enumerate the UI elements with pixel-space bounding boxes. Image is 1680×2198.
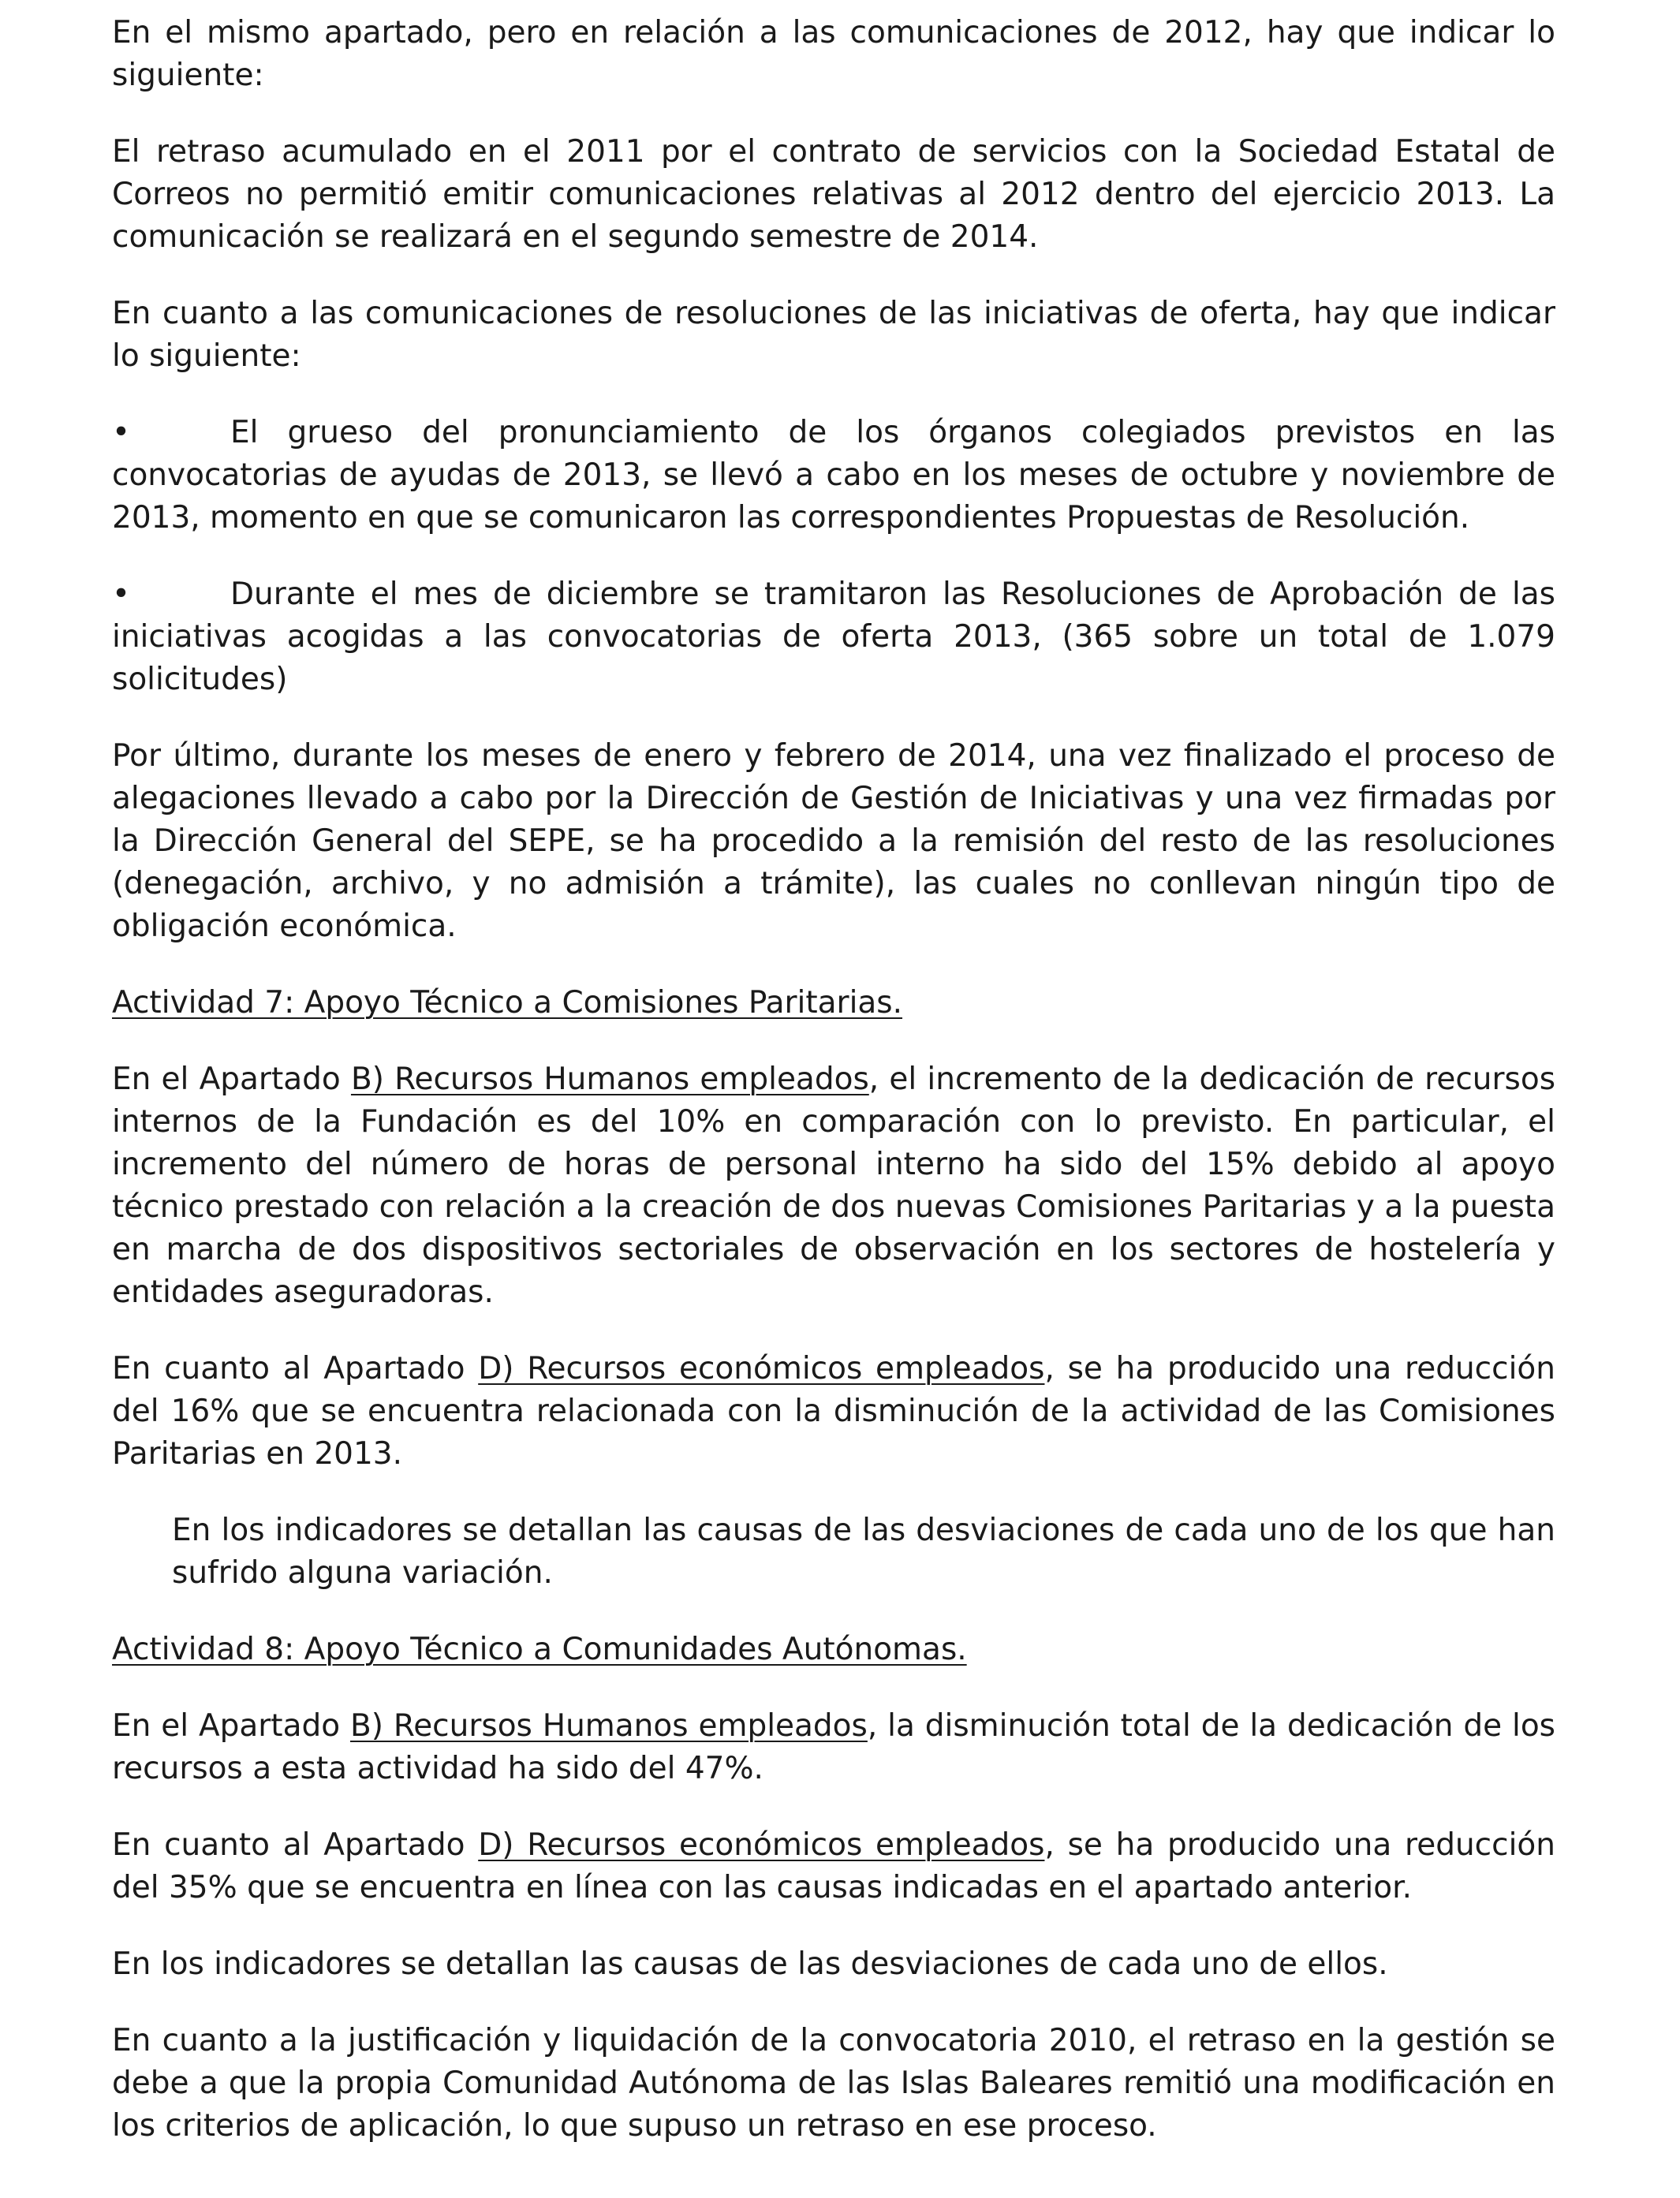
paragraph-convocatoria-2010: En cuanto a la justificación y liquidación de la convocatoria 2010, el retraso en la gestión se debe a que la propia Comunidad Autónoma de las Islas Baleares remitió una modificación en los criterios de aplicación, lo que supuso un retraso en ese proceso. [112,2023,1555,2144]
heading-actividad-7 [112,982,1555,1024]
bullet-text: Durante el mes de diciembre se tramitaron las Resoluciones de Aprobación de las iniciativas acogidas a las convocatorias de oferta 2013, (365 sobre un total de 1.079 solicitudes) [112,577,1555,697]
paragraph-communications-2012: En el mismo apartado, pero en relación a las comunicaciones de 2012, hay que indicar lo siguiente: [112,15,1555,93]
text-run: , el incremento de la dedicación de recursos internos de la Fundación es del 10% en comparación con lo previsto. En particular, el incremento del número de horas de personal interno ha sido del 15% debido al apoyo técnico prestado con relación a la creación de dos nuevas Comisiones Paritarias y a la puesta en marcha de dos dispositivos sectoriales de observación en los sectores de hostelería y entidades aseguradoras. [112,1062,1556,1310]
bullet-item-diciembre [112,573,1555,701]
bullet-item-organos [112,412,1555,539]
heading-text: Actividad 8: Apoyo Técnico a Comunidades Autónomas. [112,1632,967,1667]
text-run: , la disminución total de la dedicación de los recursos a esta actividad ha sido del 47%. [112,1708,1555,1786]
document-page [112,0,1555,2148]
paragraph-act8-rrhh [112,1705,1555,1790]
paragraph-delay-correos: El retraso acumulado en el 2011 por el contrato de servicios con la Sociedad Estatal de Correos no permitió emitir comunicaciones relativas al 2012 dentro del ejercicio 2013. La comunicación se realizará en el segundo semestre de 2014. [112,134,1555,255]
paragraph-act8-economicos [112,1824,1555,1909]
paragraph-ultimo: Por último, durante los meses de enero y febrero de 2014, una vez finalizado el proceso de alegaciones llevado a cabo por la Dirección de Gestión de Iniciativas y una vez firmadas por la Dirección General del SEPE, se ha procedido a la remisión del resto de las resoluciones (denegación, archivo, y no admisión a trámite), las cuales no conllevan ningún tipo de obligación económica. [112,738,1555,944]
underlined-term: B) Recursos Humanos empleados [350,1062,869,1097]
text-run: En cuanto al Apartado [112,1351,479,1386]
underlined-term: D) Recursos económicos empleados [478,1827,1045,1863]
underlined-term: B) Recursos Humanos empleados [350,1708,868,1744]
text-run: En cuanto al Apartado [112,1827,479,1863]
underlined-term: D) Recursos económicos empleados [478,1351,1045,1386]
text-run: , se ha producido una reducción del 16% que se encuentra relacionada con la disminución de la actividad de las Comisiones Paritarias en 2013. [112,1351,1555,1472]
bullet-icon: • [112,415,131,450]
paragraph-resolutions-intro: En cuanto a las comunicaciones de resoluciones de las iniciativas de oferta, hay que indicar lo siguiente: [112,296,1555,374]
text-run: En el Apartado [112,1062,351,1097]
text-run: En el Apartado [112,1708,350,1744]
paragraph-act7-rrhh [112,1058,1555,1314]
paragraph-act7-indicadores: En los indicadores se detallan las causas de las desviaciones de cada uno de los que han sufrido alguna variación. [172,1513,1555,1591]
bullet-icon: • [112,577,131,612]
bullet-text: El grueso del pronunciamiento de los órganos colegiados previstos en las convocatorias de ayudas de 2013, se llevó a cabo en los meses de octubre y noviembre de 2013, momento en que se comunicaron las correspondientes Propuestas de Resolución. [112,415,1555,536]
heading-actividad-8 [112,1629,1555,1671]
paragraph-act7-economicos [112,1348,1555,1476]
text-run: , se ha producido una reducción del 35% que se encuentra en línea con las causas indicadas en el apartado anterior. [112,1827,1555,1905]
heading-text: Actividad 7: Apoyo Técnico a Comisiones Paritarias. [112,985,903,1021]
paragraph-act8-indicadores: En los indicadores se detallan las causas de las desviaciones de cada uno de ellos. [112,1946,1388,1982]
